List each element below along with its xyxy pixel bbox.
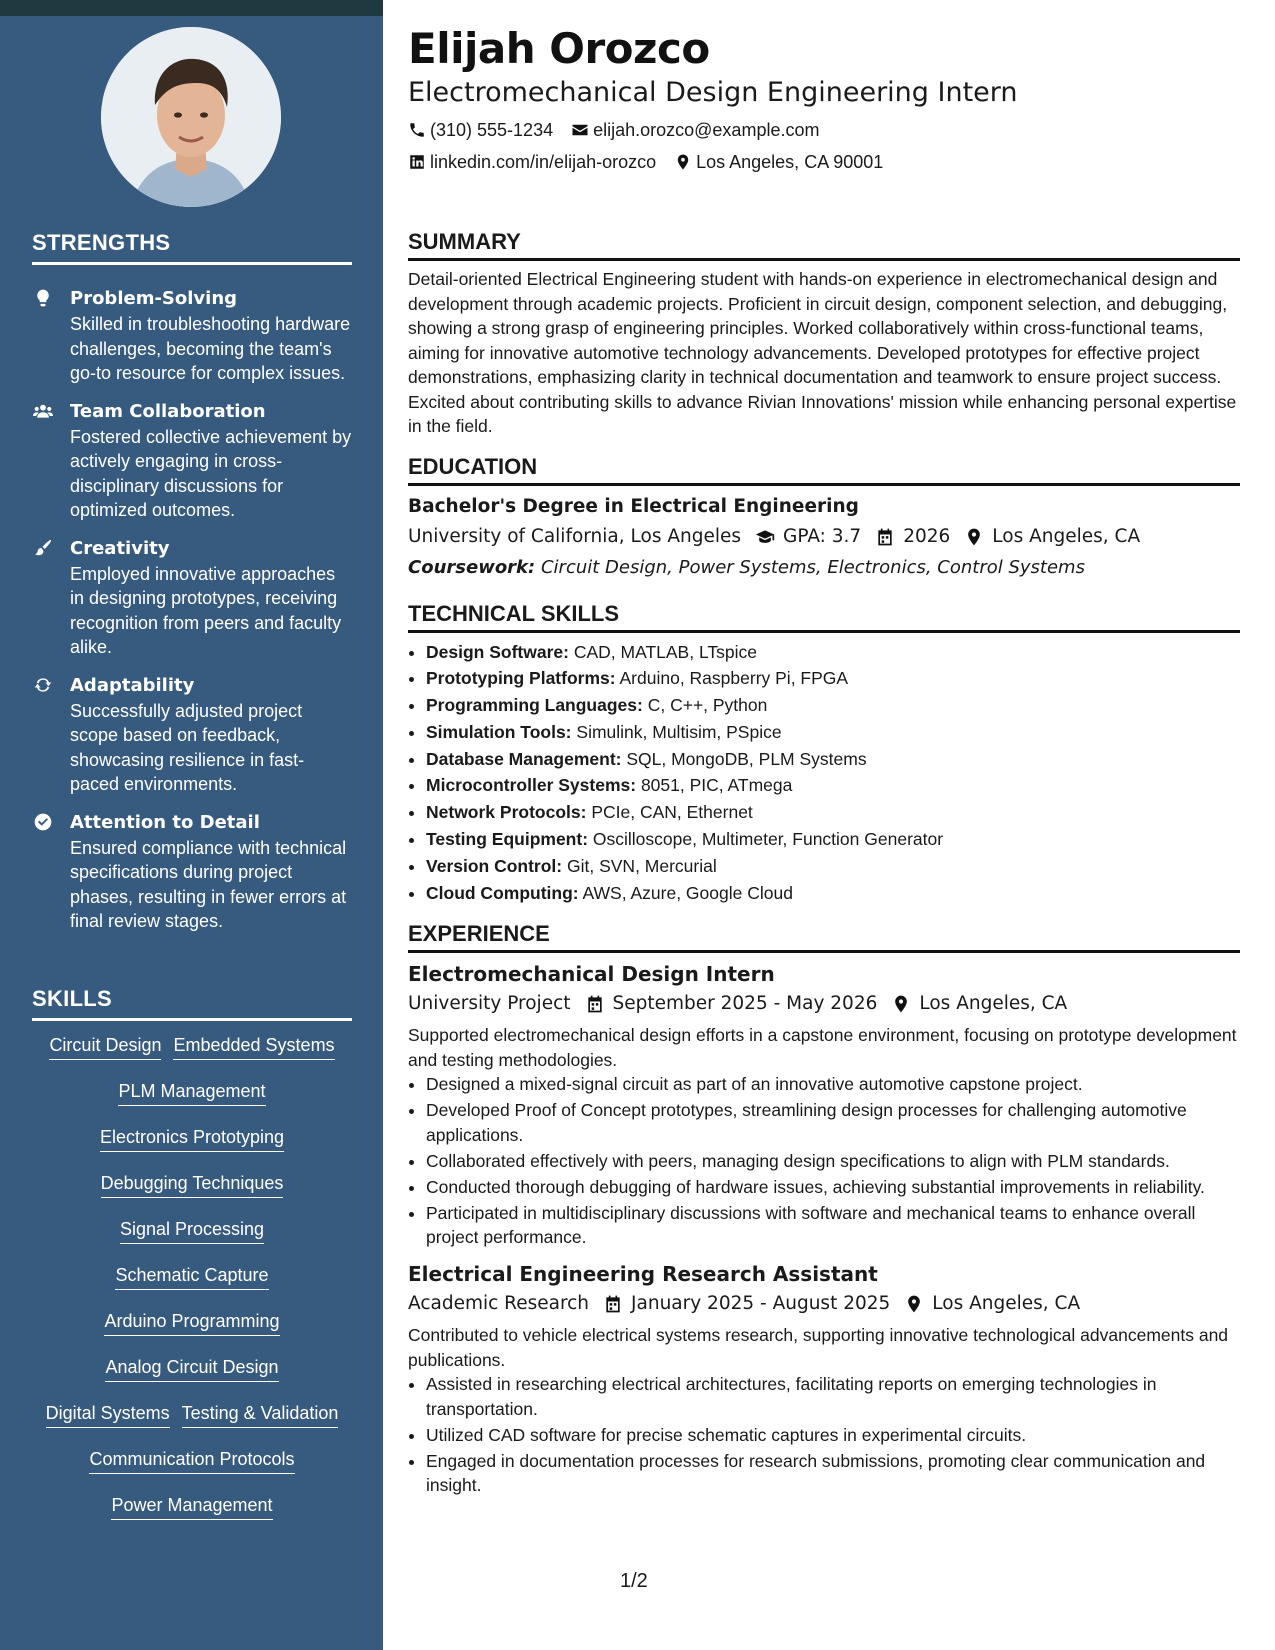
strength-title: Adaptability xyxy=(70,674,195,696)
experience-heading: EXPERIENCE xyxy=(408,920,1240,953)
candidate-title: Electromechanical Design Engineering Intern xyxy=(408,77,1018,108)
skill-label: Simulation Tools: xyxy=(426,721,572,742)
list-item xyxy=(426,719,1240,746)
list-item xyxy=(426,880,1240,907)
coursework xyxy=(408,552,1240,584)
skill-tag: Arduino Programming xyxy=(104,1310,279,1336)
strengths-list xyxy=(32,286,352,947)
map-pin-icon xyxy=(964,527,984,547)
strengths-heading: STRENGTHS xyxy=(32,230,352,265)
avatar xyxy=(101,27,281,207)
contact-row xyxy=(408,146,1240,178)
experience-entry xyxy=(408,959,1240,1250)
strength-description: Successfully adjusted project scope based on feedback, showcasing resilience in fast-paced environments. xyxy=(70,700,305,794)
list-item: • Conducted thorough debugging of hardware issues, achieving substantial improvements in reliability. xyxy=(426,1175,1240,1200)
linkedin-text: linkedin.com/in/elijah-orozco xyxy=(430,152,657,172)
job-location-text: Los Angeles, CA xyxy=(919,993,1068,1015)
email-text: elijah.orozco@example.com xyxy=(593,120,820,140)
job-dates-text: September 2025 - May 2026 xyxy=(612,993,878,1015)
list-item xyxy=(426,826,1240,853)
skill-tag: Communication Protocols xyxy=(89,1448,294,1474)
skill-value: CAD, MATLAB, LTspice xyxy=(573,641,757,662)
technical-skills-list xyxy=(408,639,1240,907)
strength-item xyxy=(32,810,352,934)
technical-skills-heading: TECHNICAL SKILLS xyxy=(408,600,1240,633)
education-section xyxy=(408,453,1240,584)
skill-value: Oscilloscope, Multimeter, Function Generator xyxy=(592,829,944,850)
strength-title: Problem-Solving xyxy=(70,288,238,309)
job-bullets xyxy=(408,1072,1240,1250)
sidebar xyxy=(0,16,383,1650)
strength-item xyxy=(32,286,352,386)
strength-title: Creativity xyxy=(70,537,170,559)
graduation-cap-icon xyxy=(755,527,775,547)
skill-label: Version Control: xyxy=(426,855,563,876)
phone-text: (310) 555-1234 xyxy=(430,120,554,140)
candidate-name: Elijah Orozco xyxy=(408,24,710,73)
job-location xyxy=(891,989,1067,1019)
summary-heading: SUMMARY xyxy=(408,228,1240,261)
email-contact[interactable] xyxy=(571,114,819,146)
phone-icon xyxy=(408,121,426,139)
list-item xyxy=(426,853,1240,880)
summary-section xyxy=(408,228,1240,439)
strength-item xyxy=(32,399,352,523)
skills-list xyxy=(32,1034,352,1540)
job-org: University Project xyxy=(408,993,571,1015)
job-location xyxy=(904,1289,1080,1319)
skill-label: Microcontroller Systems: xyxy=(426,775,637,796)
skill-tag: Power Management xyxy=(111,1494,272,1520)
skill-label: Programming Languages: xyxy=(426,695,643,716)
paintbrush-icon xyxy=(32,538,54,558)
job-title: Electrical Engineering Research Assistant xyxy=(408,1262,878,1287)
strength-description: Employed innovative approaches in designing prototypes, receiving recognition from peers and faculty alike. xyxy=(70,563,342,657)
page-number: 1/2 xyxy=(620,1570,648,1592)
job-dates-text: January 2025 - August 2025 xyxy=(631,1293,891,1315)
coursework-list: Circuit Design, Power Systems, Electronics, Control Systems xyxy=(540,556,1085,578)
skill-label: Design Software: xyxy=(426,641,569,662)
skill-tag: PLM Management xyxy=(118,1080,265,1106)
skills-heading: SKILLS xyxy=(32,986,352,1021)
strength-description: Skilled in troubleshooting hardware challenges, becoming the team's go-to resource for complex issues. xyxy=(70,314,351,383)
strength-item xyxy=(32,673,352,797)
job-meta xyxy=(408,989,1240,1019)
school-location xyxy=(964,522,1140,552)
list-item: • Collaborated effectively with peers, managing design specifications to align with PLM standards. xyxy=(426,1149,1240,1174)
list-item: • Designed a mixed-signal circuit as part of an innovative automotive capstone project. xyxy=(426,1072,1240,1097)
experience-entry xyxy=(408,1259,1240,1498)
gpa xyxy=(755,522,861,552)
skill-label: Testing Equipment: xyxy=(426,829,589,850)
profile-photo xyxy=(101,27,281,207)
strength-title: Attention to Detail xyxy=(70,811,260,833)
skill-tag: Digital Systems xyxy=(46,1402,170,1428)
skill-label: Network Protocols: xyxy=(426,802,587,823)
check-circle-icon xyxy=(32,812,54,832)
location-contact xyxy=(674,146,883,178)
strength-description: Ensured compliance with technical specifications during project phases, resulting in fewer errors at final review stages. xyxy=(70,837,347,931)
job-dates xyxy=(603,1289,890,1319)
skill-tag: Signal Processing xyxy=(120,1218,264,1244)
list-item: • Engaged in documentation processes for research submissions, promoting clear communication and insight. xyxy=(426,1449,1240,1498)
skill-tag: Embedded Systems xyxy=(173,1034,334,1060)
strength-title: Team Collaboration xyxy=(70,400,266,422)
job-description: Supported electromechanical design efforts in a capstone environment, focusing on prototype development and testing methodologies. xyxy=(408,1025,1237,1070)
contact-row xyxy=(408,114,1240,146)
skill-value: C, C++, Python xyxy=(647,695,768,716)
calendar-icon xyxy=(603,1294,623,1314)
strength-item xyxy=(32,536,352,660)
experience-section xyxy=(408,920,1240,1498)
lightbulb-icon xyxy=(32,288,54,308)
skill-value: Arduino, Raspberry Pi, FPGA xyxy=(619,668,849,689)
skill-label: Prototyping Platforms: xyxy=(426,668,616,689)
list-item: • Developed Proof of Concept prototypes, streamlining design processes for challenging automotive applications. xyxy=(426,1098,1240,1147)
location-text: Los Angeles, CA 90001 xyxy=(696,152,884,172)
coursework-label: Coursework: xyxy=(408,556,536,578)
skill-label: Cloud Computing: xyxy=(426,882,579,903)
summary-text: Detail-oriented Electrical Engineering student with hands-on experience in electromechanical design and development through academic projects. Proficient in circuit design, component selection, and debugging, showing a strong grasp of engineering principles. Worked collaboratively within cross-functional teams, aiming for innovative automotive technology advancements. Developed prototypes for effective project demonstrations, emphasizing clarity in technical documentation and teamwork to ensure project success. Excited about contributing skills to advance Rivian Innovations' mission while enhancing personal expertise in the field. xyxy=(408,269,1237,436)
job-org: Academic Research xyxy=(408,1293,590,1315)
map-pin-icon xyxy=(904,1294,924,1314)
map-pin-icon xyxy=(674,153,692,171)
envelope-icon xyxy=(571,121,589,139)
job-description: Contributed to vehicle electrical systems research, supporting innovative technological advancements and publications. xyxy=(408,1325,1229,1370)
list-item xyxy=(426,799,1240,826)
school-name: University of California, Los Angeles xyxy=(408,525,742,547)
skill-tag: Analog Circuit Design xyxy=(105,1356,278,1382)
list-item xyxy=(426,692,1240,719)
sync-icon xyxy=(32,675,54,695)
job-meta xyxy=(408,1289,1240,1319)
technical-skills-section xyxy=(408,600,1240,907)
skill-tag: Debugging Techniques xyxy=(101,1172,284,1198)
phone-contact[interactable] xyxy=(408,114,553,146)
skill-value: Simulink, Multisim, PSpice xyxy=(576,721,782,742)
list-item: • Participated in multidisciplinary discussions with software and mechanical teams to enhance overall project performance. xyxy=(426,1201,1240,1250)
list-item xyxy=(426,772,1240,799)
top-accent-bar xyxy=(0,0,383,16)
skill-value: Git, SVN, Mercurial xyxy=(567,855,717,876)
map-pin-icon xyxy=(891,994,911,1014)
year-text: 2026 xyxy=(903,525,951,547)
job-title: Electromechanical Design Intern xyxy=(408,962,775,987)
skill-tag: Circuit Design xyxy=(49,1034,161,1060)
gpa-text: GPA: 3.7 xyxy=(783,525,862,547)
skill-tag: Testing & Validation xyxy=(182,1402,339,1428)
list-item: • Utilized CAD software for precise schematic captures in experimental circuits. xyxy=(426,1423,1240,1448)
users-icon xyxy=(32,401,54,421)
skill-value: SQL, MongoDB, PLM Systems xyxy=(626,748,867,769)
skill-value: PCIe, CAN, Ethernet xyxy=(591,802,753,823)
list-item: • Assisted in researching electrical architectures, facilitating reports on emerging technologies in transportation. xyxy=(426,1372,1240,1421)
calendar-icon xyxy=(875,527,895,547)
education-heading: EDUCATION xyxy=(408,453,1240,486)
skill-tag: Electronics Prototyping xyxy=(100,1126,284,1152)
main-content xyxy=(408,22,1240,1499)
calendar-icon xyxy=(585,994,605,1014)
school-location-text: Los Angeles, CA xyxy=(992,525,1141,547)
degree: Bachelor's Degree in Electrical Engineering xyxy=(408,495,859,517)
job-dates xyxy=(585,989,878,1019)
skill-value: 8051, PIC, ATmega xyxy=(640,775,793,796)
list-item xyxy=(426,665,1240,692)
linkedin-icon xyxy=(408,153,426,171)
skill-label: Database Management: xyxy=(426,748,622,769)
skill-tag: Schematic Capture xyxy=(115,1264,268,1290)
list-item xyxy=(426,639,1240,666)
job-bullets xyxy=(408,1372,1240,1498)
skill-value: AWS, Azure, Google Cloud xyxy=(582,882,793,903)
grad-year xyxy=(875,522,950,552)
strength-description: Fostered collective achievement by actively engaging in cross-disciplinary discussions for optimized outcomes. xyxy=(70,426,352,520)
list-item xyxy=(426,746,1240,773)
job-location-text: Los Angeles, CA xyxy=(932,1293,1081,1315)
linkedin-contact[interactable] xyxy=(408,146,656,178)
education-meta xyxy=(408,522,1240,552)
